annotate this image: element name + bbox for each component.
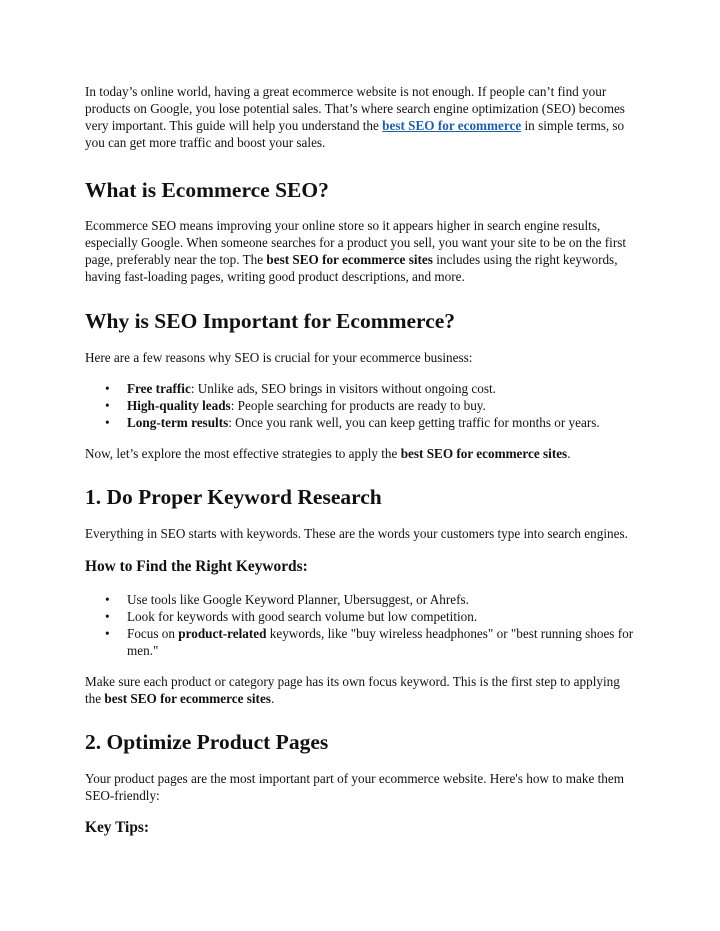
subheading-key-tips: Key Tips: xyxy=(85,819,150,836)
why-intro-paragraph: Here are a few reasons why SEO is crucial for your ecommerce business: xyxy=(85,350,473,365)
keyword-intro-paragraph: Everything in SEO starts with keywords. These are the words your customers type into search engines. xyxy=(85,526,628,541)
heading-optimize-product-pages: 2. Optimize Product Pages xyxy=(85,730,329,754)
list-item: • Focus on product-related keywords, like "buy wireless headphones" or "best running shoes for men." xyxy=(85,625,637,659)
why-list xyxy=(85,380,637,431)
list-item: • Look for keywords with good search volume but low competition. xyxy=(85,608,637,625)
best-seo-link[interactable]: best SEO for ecommerce xyxy=(382,118,522,133)
heading-what-is-seo: What is Ecommerce SEO? xyxy=(85,178,329,202)
document-content xyxy=(85,83,637,837)
heading-why-seo: Why is SEO Important for Ecommerce? xyxy=(85,309,456,333)
subheading-find-keywords: How to Find the Right Keywords: xyxy=(85,558,308,575)
why-outro-paragraph: Now, let’s explore the most effective strategies to apply the best SEO for ecommerce sites. xyxy=(85,446,571,461)
what-paragraph: Ecommerce SEO means improving your online store so it appears higher in search engine results, especially Google. When someone searches for a product you sell, you want your site to be on the first page, preferably near the top. The best SEO for ecommerce sites includes using the right keywords, having fast-loading pages, writing good product descriptions, and more. xyxy=(85,218,627,284)
intro-paragraph: In today’s online world, having a great ecommerce website is not enough. If people can’t find your products on Google, you lose potential sales. That’s where search engine optimization (SEO) becomes very important. This guide will help you understand the best SEO for ecommerce in simple terms, so you can get more traffic and boost your sales. xyxy=(85,84,625,150)
list-item: • Use tools like Google Keyword Planner, Ubersuggest, or Ahrefs. xyxy=(85,591,637,608)
list-item: • Free traffic: Unlike ads, SEO brings in visitors without ongoing cost. xyxy=(85,380,637,397)
list-item: • High-quality leads: People searching for products are ready to buy. xyxy=(85,397,637,414)
keyword-outro-paragraph: Make sure each product or category page has its own focus keyword. This is the first step to applying the best SEO for ecommerce sites. xyxy=(85,674,620,706)
heading-keyword-research: 1. Do Proper Keyword Research xyxy=(85,485,382,509)
keyword-list xyxy=(85,591,637,659)
product-intro-paragraph: Your product pages are the most important part of your ecommerce website. Here's how to make them SEO-friendly: xyxy=(85,771,625,803)
list-item: • Long-term results: Once you rank well, you can keep getting traffic for months or years. xyxy=(85,414,637,431)
